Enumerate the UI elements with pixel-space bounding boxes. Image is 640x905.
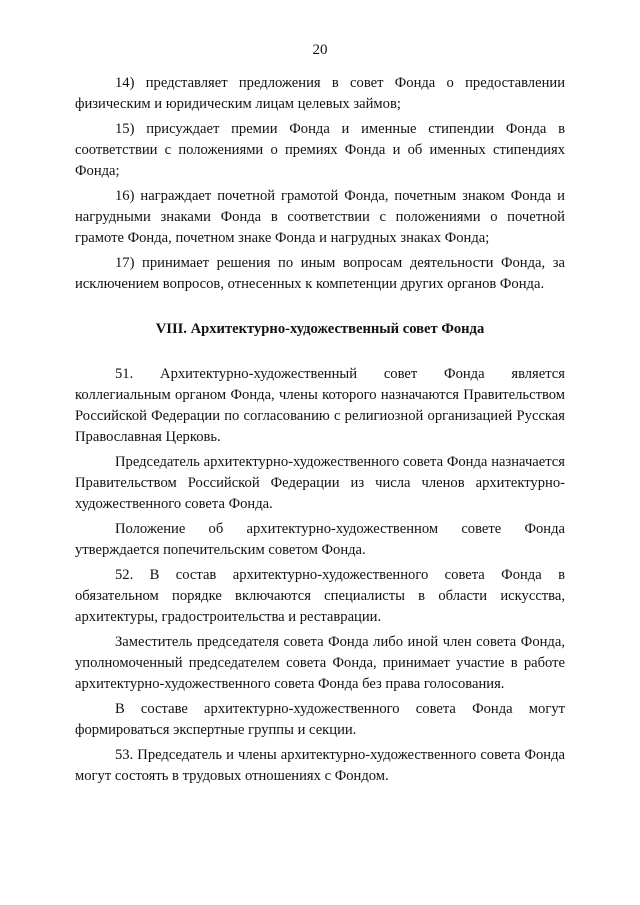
page-content [75, 73, 565, 791]
paragraph-clause-53: 53. Председатель и члены архитектурно-художественного совета Фонда могут состоять в трудовых отношениях с Фондом. [75, 747, 565, 784]
paragraph-item-16: 16) награждает почетной грамотой Фонда, почетным знаком Фонда и нагрудными знаками Фонда в соответствии с положениями о почетной грамоте Фонда, почетном знаке Фонда и нагрудных знаках Фонда; [75, 188, 565, 246]
page-number: 20 [312, 42, 328, 58]
section-heading: VIII. Архитектурно-художественный совет Фонда [155, 321, 485, 337]
paragraph-chairman-appointment: Председатель архитектурно-художественного совета Фонда назначается Правительством Российской Федерации из числа членов архитектурно-художественного совета Фонда. [75, 454, 565, 512]
paragraph-clause-52: 52. В состав архитектурно-художественного совета Фонда в обязательном порядке включаются специалисты в области искусства, архитектуры, градостроительства и реставрации. [75, 567, 565, 625]
paragraph-item-17: 17) принимает решения по иным вопросам деятельности Фонда, за исключением вопросов, отнесенных к компетенции других органов Фонда. [75, 255, 565, 292]
paragraph-clause-51: 51. Архитектурно-художественный совет Фонда является коллегиальным органом Фонда, члены которого назначаются Правительством Российской Федерации по согласованию с религиозной организацией Русская Православная Церковь. [75, 366, 565, 445]
paragraph-item-14: 14) представляет предложения в совет Фонда о предоставлении физическим и юридическим лицам целевых займов; [75, 75, 565, 112]
paragraph-item-15: 15) присуждает премии Фонда и именные стипендии Фонда в соответствии с положениями о премиях Фонда и об именных стипендиях Фонда; [75, 121, 565, 179]
paragraph-expert-groups: В составе архитектурно-художественного совета Фонда могут формироваться экспертные группы и секции. [75, 701, 565, 738]
paragraph-deputy-participation: Заместитель председателя совета Фонда либо иной член совета Фонда, уполномоченный председателем совета Фонда, принимает участие в работе архитектурно-художественного совета Фонда без права голосования. [75, 634, 565, 692]
paragraph-regulation-approval: Положение об архитектурно-художественном совете Фонда утверждается попечительским советом Фонда. [75, 521, 565, 558]
